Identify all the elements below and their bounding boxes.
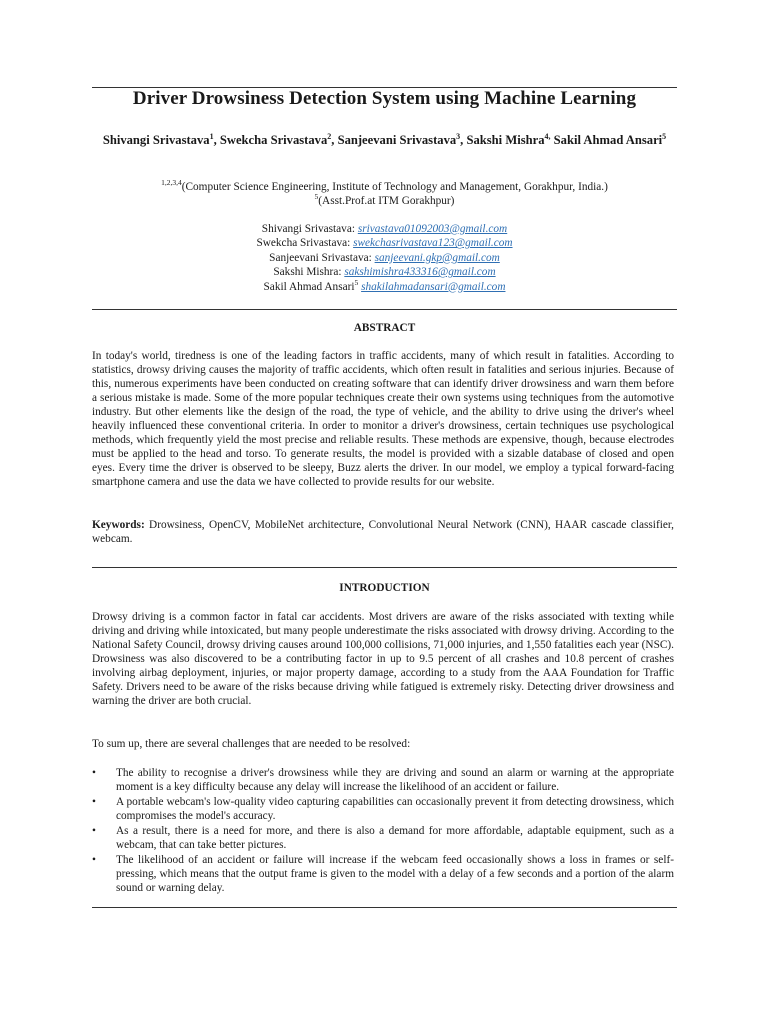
keywords <box>92 518 674 546</box>
list-item: • As a result, there is a need for more, and there is also a demand for more affordable, adaptable equipment, such as a webcam, that can take better pictures. <box>92 825 674 851</box>
author-shivangi: Shivangi Srivastava$^1$, <box>102 131 220 147</box>
keywords-label: Keywords: <box>92 519 145 531</box>
affiliation-line-1: $^{1,2,3,4}$(Computer Science Engineering, Institute of Technology and Management, Gorakhpur, India.) <box>161 178 608 193</box>
email-link[interactable]: srivastava01092003@gmail.com <box>357 223 508 235</box>
email-row: Sakshi Mishra: sakshimishra433316@gmail.com <box>273 266 496 279</box>
author-sakshi: Sakshi Mishra$^{4,}$ <box>466 131 551 147</box>
email-link[interactable]: swekchasrivastava123@gmail.com <box>353 237 513 250</box>
bullet-icon: • <box>92 825 96 837</box>
email-row: Sakil Ahmad Ansari$^5$ shakilahmadansari@gmail.com <box>263 277 506 293</box>
challenges-list <box>92 766 674 896</box>
list-item: • A portable webcam's low-quality video capturing capabilities can occasionally prevent it from detecting drowsiness, which compromises the model's accuracy. <box>92 796 674 822</box>
keywords-text: Drowsiness, OpenCV, MobileNet architecture, Convolutional Neural Network (CNN), HAAR cascade classifier, webcam. <box>92 519 674 545</box>
affiliation-line-2: $^5$(Asst.Prof.at ITM Gorakhpur) <box>314 192 455 207</box>
email-link[interactable]: shakilahmadansari@gmail.com <box>361 280 506 293</box>
email-row: Shivangi Srivastava: srivastava01092003@gmail.com <box>261 223 508 235</box>
email-row: Sanjeevani Srivastava: sanjeevani.gkp@gmail.com <box>269 251 500 264</box>
bullet-icon: • <box>92 796 96 808</box>
intro-paragraph-1: Drowsy driving is a common factor in fatal car accidents. Most drivers are aware of the risks associated with texting while driving and driving while intoxicated, but many people underestimate the risks associated with drowsy driving. According to the National Safety Council, drowsy driving causes around 100,000 collisions, 71,000 injuries, and 1,550 fatalities each year (NSC). Drowsiness was also discovered to be a contributing factor in up to 9.5 percent of all crashes and 10.8 percent of crashes involving airbag deployment, injuries, or major property damage, according to a study from the AAA Foundation for Traffic Safety. Drivers need to be aware of the risks because driving while fatigued is extremely risky. Detecting driver drowsiness and warning the driver are both crucial. <box>92 611 674 707</box>
intro-paragraph-2: To sum up, there are several challenges that are needed to be resolved: <box>92 738 411 750</box>
list-item: • The ability to recognise a driver's drowsiness while they are driving and sound an alarm or warning at the appropriate moment is a key difficulty because any delay will increase the likelihood of an accident or failure. <box>92 767 674 793</box>
introduction-heading: INTRODUCTION <box>339 582 430 594</box>
bullet-icon: • <box>92 854 96 866</box>
abstract-top-rule <box>92 309 677 310</box>
email-link[interactable]: sakshimishra433316@gmail.com <box>344 266 496 279</box>
list-item: • The likelihood of an accident or failure will increase if the webcam feed occasionally shows a loss in frames or self-pressing, which means that the output frame is given to the model with a delay of a few seconds and a portion of the alarm sound or warning delay. <box>92 854 674 894</box>
author-sakil: Sakil Ahmad Ansari$^5$ <box>553 131 667 147</box>
email-list <box>92 222 677 294</box>
affiliation <box>92 180 677 208</box>
author-swekcha: Swekcha Srivastava$^2$, <box>219 131 338 147</box>
author-list <box>92 132 677 148</box>
intro-top-rule <box>92 567 677 568</box>
abstract-text: In today's world, tiredness is one of the leading factors in traffic accidents, many of which result in fatalities. According to statistics, drowsy driving causes the majority of traffic accidents, which often result in fatalities and serious injuries. Because of this, numerous experiments have been conducted on creating software that can identify driver drowsiness and warn them before a serious mistake is made. Some of the more popular techniques create their own systems using techniques from the automotive industry. But other elements like the design of the road, the type of vehicle, and the ability to drive using the driver's wheel heavily influenced these conventional criteria. In order to monitor a driver's drowsiness, certain techniques use psychological methods, which frequently yield the most precise and reliable results. These methods are expensive, though, because electrodes must be applied to the head and torso. To generate results, the model is provided with a sizable database of closed and open eyes. Every time the driver is observed to be sleepy, Buzz alerts the driver. In our model, we employ a typical forward-facing smartphone camera and use the data we have collected to provide results for our website. <box>92 350 674 488</box>
bullet-icon: • <box>92 767 96 779</box>
paper-title: Driver Drowsiness Detection System using Machine Learning <box>132 88 637 109</box>
author-sanjeevani: Sanjeevani Srivastava$^3$, <box>337 131 467 147</box>
email-link[interactable]: sanjeevani.gkp@gmail.com <box>374 251 500 264</box>
abstract-heading: ABSTRACT <box>353 322 416 334</box>
bottom-rule <box>92 907 677 908</box>
email-row: Swekcha Srivastava: swekchasrivastava123@gmail.com <box>256 237 513 250</box>
